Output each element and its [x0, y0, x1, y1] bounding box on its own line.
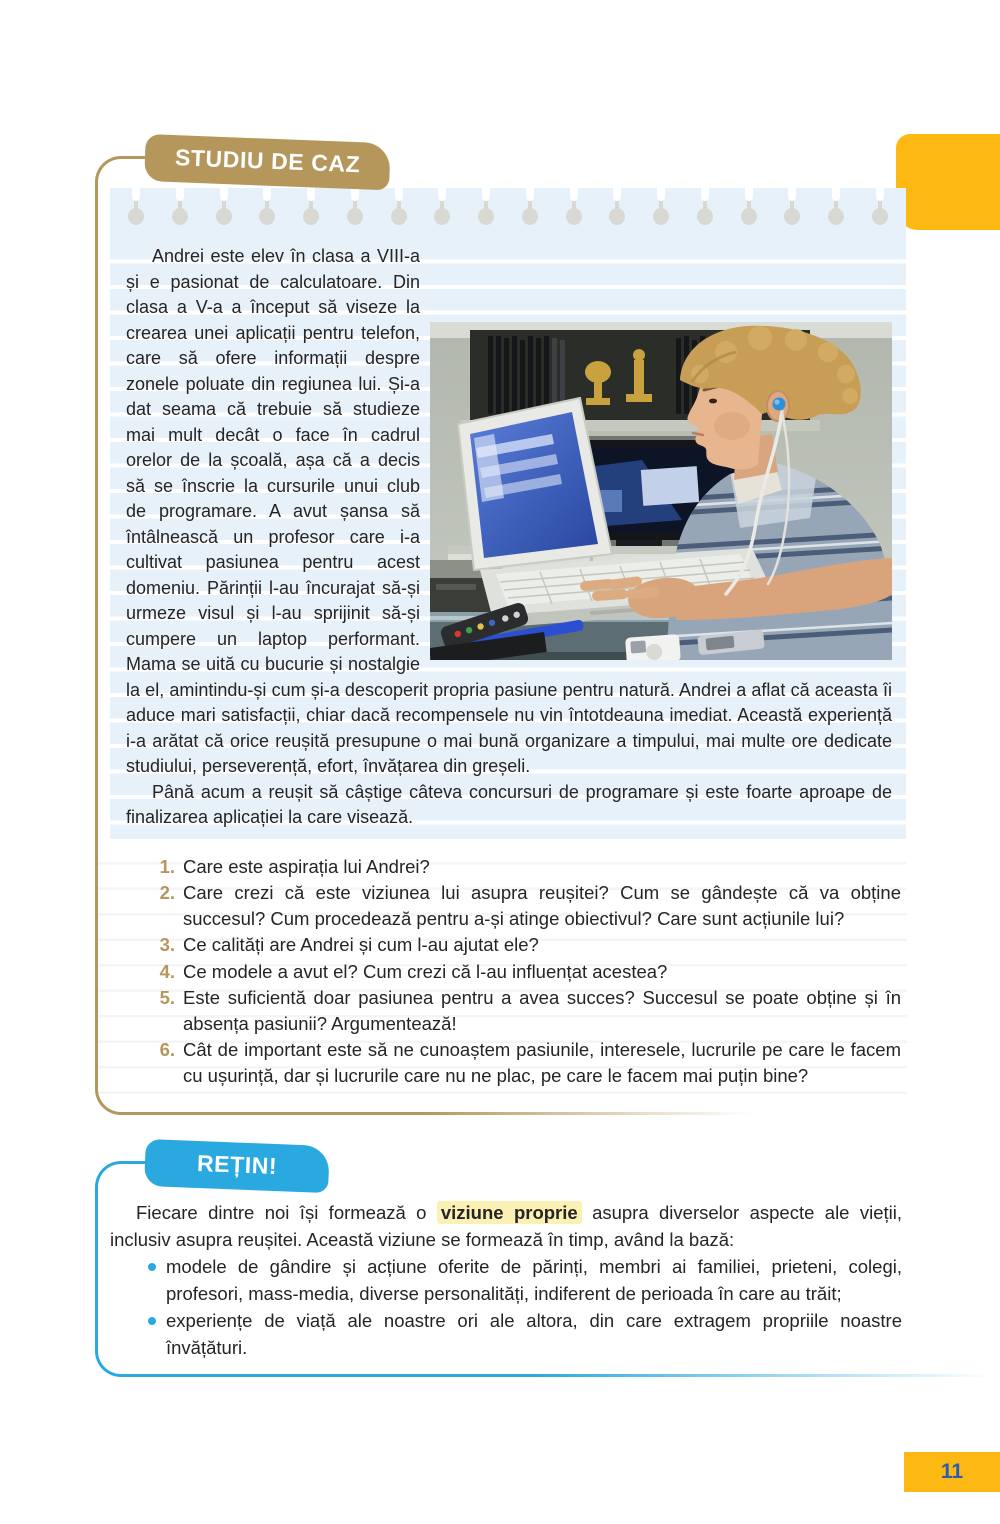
case-study-photo — [430, 322, 892, 660]
case-study-body — [110, 236, 906, 839]
retin-tab: REȚIN! — [144, 1139, 330, 1193]
bullet-item: experiențe de viață ale noastre ori ale altora, din care extragem propriile noastre învățături. — [148, 1307, 902, 1361]
question-text: Care crezi că este viziunea lui asupra reușitei? Cum se gândește că va obține succesul? Cum procedează pentru a-și atinge obiectivul? Care sunt acțiunile lui? — [183, 882, 901, 929]
perforation-hole — [301, 188, 321, 230]
boy-eye — [709, 399, 717, 404]
question-number: 2. — [159, 882, 175, 903]
case-study-paragraph-1-text: Andrei este elev în clasa a VIII-a și e pasionat de calculatoare. Din clasa a V-a a început să viseze la crearea unei aplicații pentru telefon, care să ofere informații despre zonele poluate din regiunea lui. Și-a dat seama că trebuie să studieze mai mult decât o face în cadrul orelor de la școală, așa că a decis să se înscrie la cursurile unui club de programare. A avut șansa să întâlnească un profesor care i-a cultivat pasiunea pentru acest domeniu. Părinții l-au încurajat să-și urmeze visul și l-au sprijinit să-și cumpere un laptop performant. Mama se uită cu bucurie și nostalgie la el, amintindu-și cum și-a descoperit propria pasiune pentru natură. Andrei a aflat că aceasta îi aduce mari satisfacții, chiar dacă recompensele nu vin întotdeauna imediat. Această experiență i-a arătat că orice reușită presupune o mai bună organizare a timpului, mai multe ore dedicate studiului, perseverență, efort, învățarea din greșeli. — [126, 246, 892, 776]
question-text: Care este aspirația lui Andrei? — [183, 855, 430, 877]
perforation-hole — [476, 188, 496, 230]
perforation-hole — [257, 188, 277, 230]
question-text: Ce modele a avut el? Cum crezi că l-au influențat acestea? — [183, 960, 668, 982]
question-number: 6. — [159, 1039, 175, 1060]
retin-bullet-list — [110, 1253, 902, 1361]
perforation-hole — [126, 188, 146, 230]
case-study-paragraph-2: Până acum a reușit să câștige câteva concursuri de programare și este foarte aproape de finalizarea aplicației la care visează. — [126, 781, 892, 827]
perforation-hole — [870, 188, 890, 230]
question-item — [151, 959, 901, 985]
retin-body — [110, 1186, 993, 1377]
perforation-hole — [170, 188, 190, 230]
perforation-hole — [782, 188, 802, 230]
boy-at-laptop-illustration — [430, 322, 892, 660]
question-text: Este suficientă doar pasiunea pentru a avea succes? Succesul se poate obține și în absența pasiunii? Argumentează! — [183, 987, 901, 1034]
spiral-perforations — [110, 188, 906, 236]
question-item — [151, 854, 901, 880]
questions-list — [95, 839, 907, 1116]
page-number: 11 — [940, 1460, 964, 1483]
perforation-hole — [389, 188, 409, 230]
corner-tab — [896, 134, 1000, 230]
earbud-icon — [773, 398, 786, 411]
question-text: Ce calități are Andrei și cum l-au ajutat ele? — [183, 934, 539, 955]
perforation-hole — [695, 188, 715, 230]
question-number: 3. — [159, 934, 175, 955]
question-number: 4. — [159, 960, 175, 982]
question-item — [151, 1037, 901, 1088]
music-player — [625, 634, 681, 660]
perforation-hole — [520, 188, 540, 230]
perforation-hole — [651, 188, 671, 230]
perforation-hole — [214, 188, 234, 230]
question-number: 1. — [159, 855, 175, 877]
question-text: Cât de important este să ne cunoaștem pasiunile, interesele, lucrurile pe care le facem cu ușurință, dar și lucrurile care nu ne plac, pe care le facem mai puțin bine? — [183, 1039, 901, 1086]
perforation-hole — [432, 188, 452, 230]
question-item — [151, 932, 901, 958]
perforation-hole — [739, 188, 759, 230]
perforation-hole — [564, 188, 584, 230]
question-item — [151, 880, 901, 931]
question-number: 5. — [159, 987, 175, 1008]
case-study-paragraph-1 — [126, 244, 892, 780]
retin-intro-after: asupra diverselor aspecte ale vieții, inclusiv asupra reușitei. Această viziune se formează în timp, având la bază: — [110, 1202, 902, 1250]
retin-intro-before: Fiecare dintre noi își formează o — [136, 1202, 437, 1223]
perforation-hole — [826, 188, 846, 230]
question-item — [151, 985, 901, 1036]
perforation-hole — [345, 188, 365, 230]
perforation-hole — [607, 188, 627, 230]
notebook-paper — [110, 188, 906, 839]
page-number-tab — [904, 1452, 1000, 1492]
case-study-section — [95, 134, 907, 1115]
retin-highlight: viziune proprie — [437, 1201, 582, 1224]
retin-intro — [110, 1199, 902, 1253]
retin-section — [95, 1139, 993, 1377]
bullet-item: modele de gândire și acțiune oferite de părinți, membri ai familiei, prieteni, colegi, profesori, mass-media, diverse personalități, indiferent de perioada în care au trăit; — [148, 1253, 902, 1307]
case-study-tab: STUDIU DE CAZ — [144, 134, 391, 190]
